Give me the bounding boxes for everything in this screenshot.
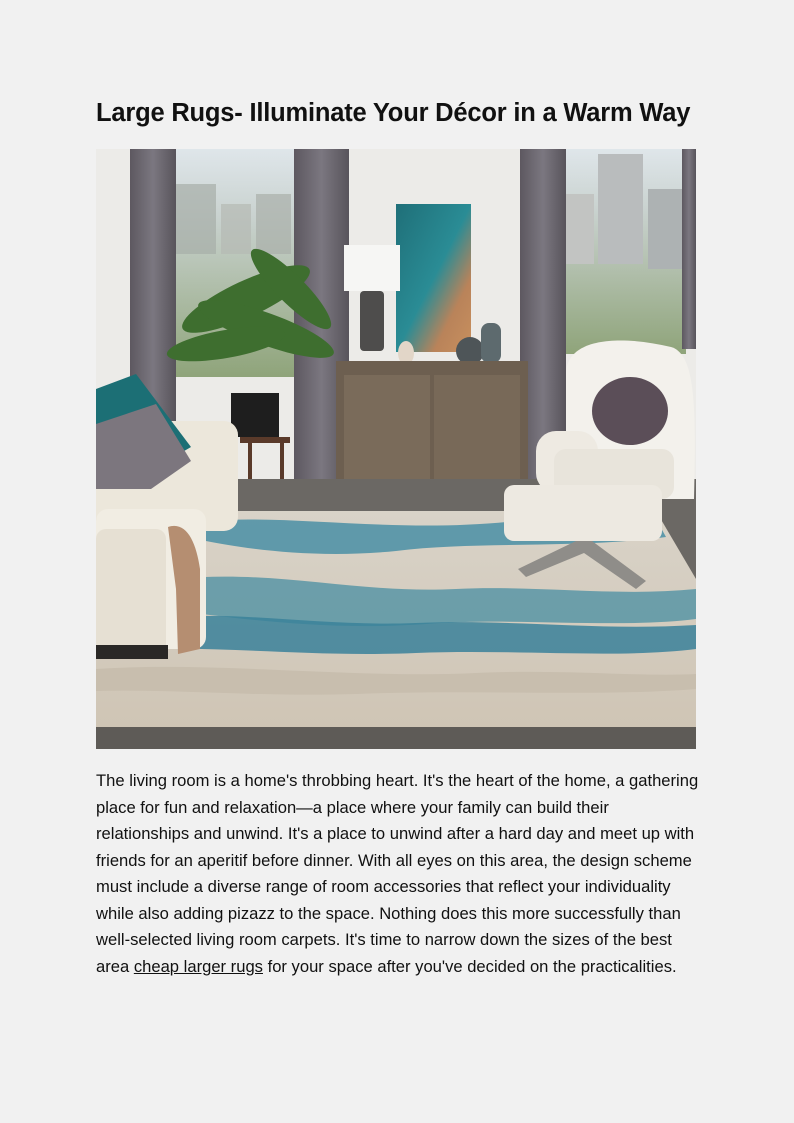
body-text-after-link: for your space after you've decided on the practicalities. <box>262 956 677 976</box>
body-text-before-link: The living room is a home's throbbing heart. It's the heart of the home, a gathering place for fun and relaxation—a place where your family can build their relationships and unwind. It's a place to unwind after a hard day and meet up with friends for an aperitif before dinner. With all eyes on this area, the design scheme must include a diverse range of room accessories that reflect your individuality while also adding pizazz to the space. Nothing does this more successfully than well-selected living room carpets. It's time to narrow down the sizes of the best area <box>96 771 699 976</box>
cheap-larger-rugs-link[interactable]: cheap larger rugs <box>133 956 263 976</box>
page-title: Large Rugs- Illuminate Your Décor in a Warm Way <box>96 99 691 127</box>
body-paragraph <box>96 768 700 980</box>
living-room-rug-photo <box>96 149 696 749</box>
